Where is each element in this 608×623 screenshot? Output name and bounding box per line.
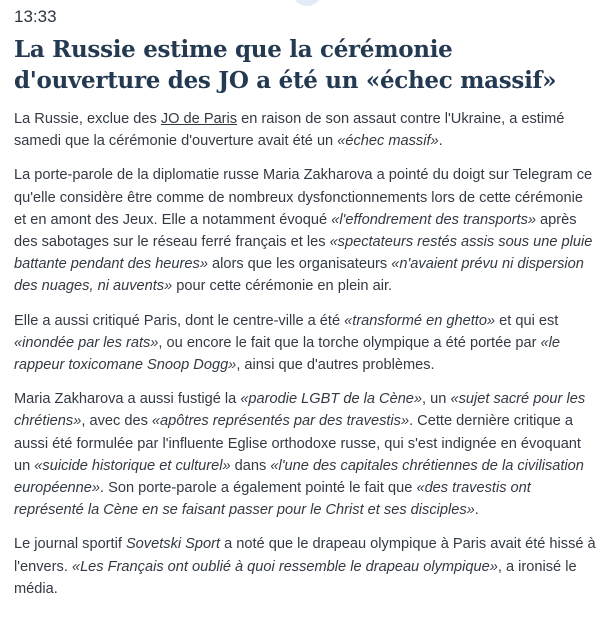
paragraph-text: , ainsi que d'autres problèmes. [236, 357, 435, 374]
paragraph-text: . Son porte-parole a également pointé le fait que [100, 480, 417, 497]
quote-text: «échec massif» [337, 133, 439, 150]
paragraph-text: . [438, 133, 443, 150]
paragraph-text: , ou encore le fait que la torche olympique a été portée par [158, 334, 541, 351]
quote-text: «parodie LGBT de la Cène» [240, 391, 423, 408]
article-paragraph [14, 533, 596, 600]
paragraph-text: pour cette cérémonie en plein air. [172, 278, 393, 295]
paragraph-text: en raison de son assaut contre l'Ukraine, a estimé samedi que la cérémonie d'ouverture avait été un [14, 111, 565, 150]
quote-text: «transformé en ghetto» [344, 312, 496, 329]
quote-text: «spectateurs restés assis sous une pluie battante pendant des heures» [14, 234, 593, 273]
article-body [14, 108, 596, 600]
article-paragraph [14, 310, 596, 377]
paragraph-text: Elle a aussi critiqué Paris, dont le centre-ville a été [14, 312, 345, 329]
paragraph-text: et qui est [495, 312, 559, 329]
quote-text: «Les Français ont oublié à quoi ressemble le drapeau olympique» [71, 558, 498, 575]
paragraph-text: . Cette dernière critique a aussi été formulée par l'influente Eglise orthodoxe russe, qui s'est indignée en évoquant un [14, 413, 581, 474]
paragraph-text: Le journal sportif [14, 536, 126, 553]
article-link[interactable]: JO de Paris [160, 111, 238, 127]
quote-text: «le rappeur toxicomane Snoop Dogg» [14, 334, 561, 374]
quote-text: «sujet sacré pour les chrétiens» [14, 391, 586, 430]
article-headline: La Russie estime que la cérémonie d'ouverture des JO a été un «échec massif» [14, 36, 557, 94]
quote-text: «l'effondrement des transports» [331, 211, 536, 228]
quote-text: «suicide historique et culturel» [34, 457, 231, 474]
paragraph-text: , avec des [81, 413, 152, 430]
timestamp: 13:33 [14, 7, 57, 26]
paragraph-text: , a ironisé le média. [14, 558, 577, 597]
paragraph-text: La Russie, exclue des [14, 111, 161, 127]
paragraph-text: a noté que le drapeau olympique à Paris avait été hissé à l'envers. [14, 536, 596, 575]
article-paragraph [14, 108, 596, 152]
quote-text: «des travestis ont représenté la Cène en se faisant passer pour le Christ et ses disciples» [14, 480, 531, 519]
paragraph-text: alors que les organisateurs [207, 256, 392, 273]
quote-text: Sovetski Sport [125, 536, 221, 553]
paragraph-text: La porte-parole de la diplomatie russe Maria Zakharova a pointé du doigt sur Telegram ce qu'elle considère être comme de nombreux dysfonctionnements lors de cette cérémonie et en amont des Jeux. Elle a notamment évoqué [14, 167, 593, 228]
quote-text: «inondée par les rats» [14, 334, 159, 351]
quote-text: «apôtres représentés par des travestis» [151, 413, 410, 430]
quote-text: «n'avaient prévu ni dispersion des nuages, ni auvents» [14, 256, 584, 295]
quote-text: «l'une des capitales chrétiennes de la civilisation européenne» [14, 457, 584, 497]
paragraph-text: après des sabotages sur le réseau ferré français et les [14, 211, 577, 251]
paragraph-text: , un [422, 391, 451, 408]
paragraph-text: Maria Zakharova a aussi fustigé la [14, 391, 241, 408]
article-paragraph [14, 388, 596, 521]
article-paragraph [14, 164, 596, 297]
paragraph-text: dans [230, 457, 271, 474]
paragraph-text: . [474, 502, 479, 519]
